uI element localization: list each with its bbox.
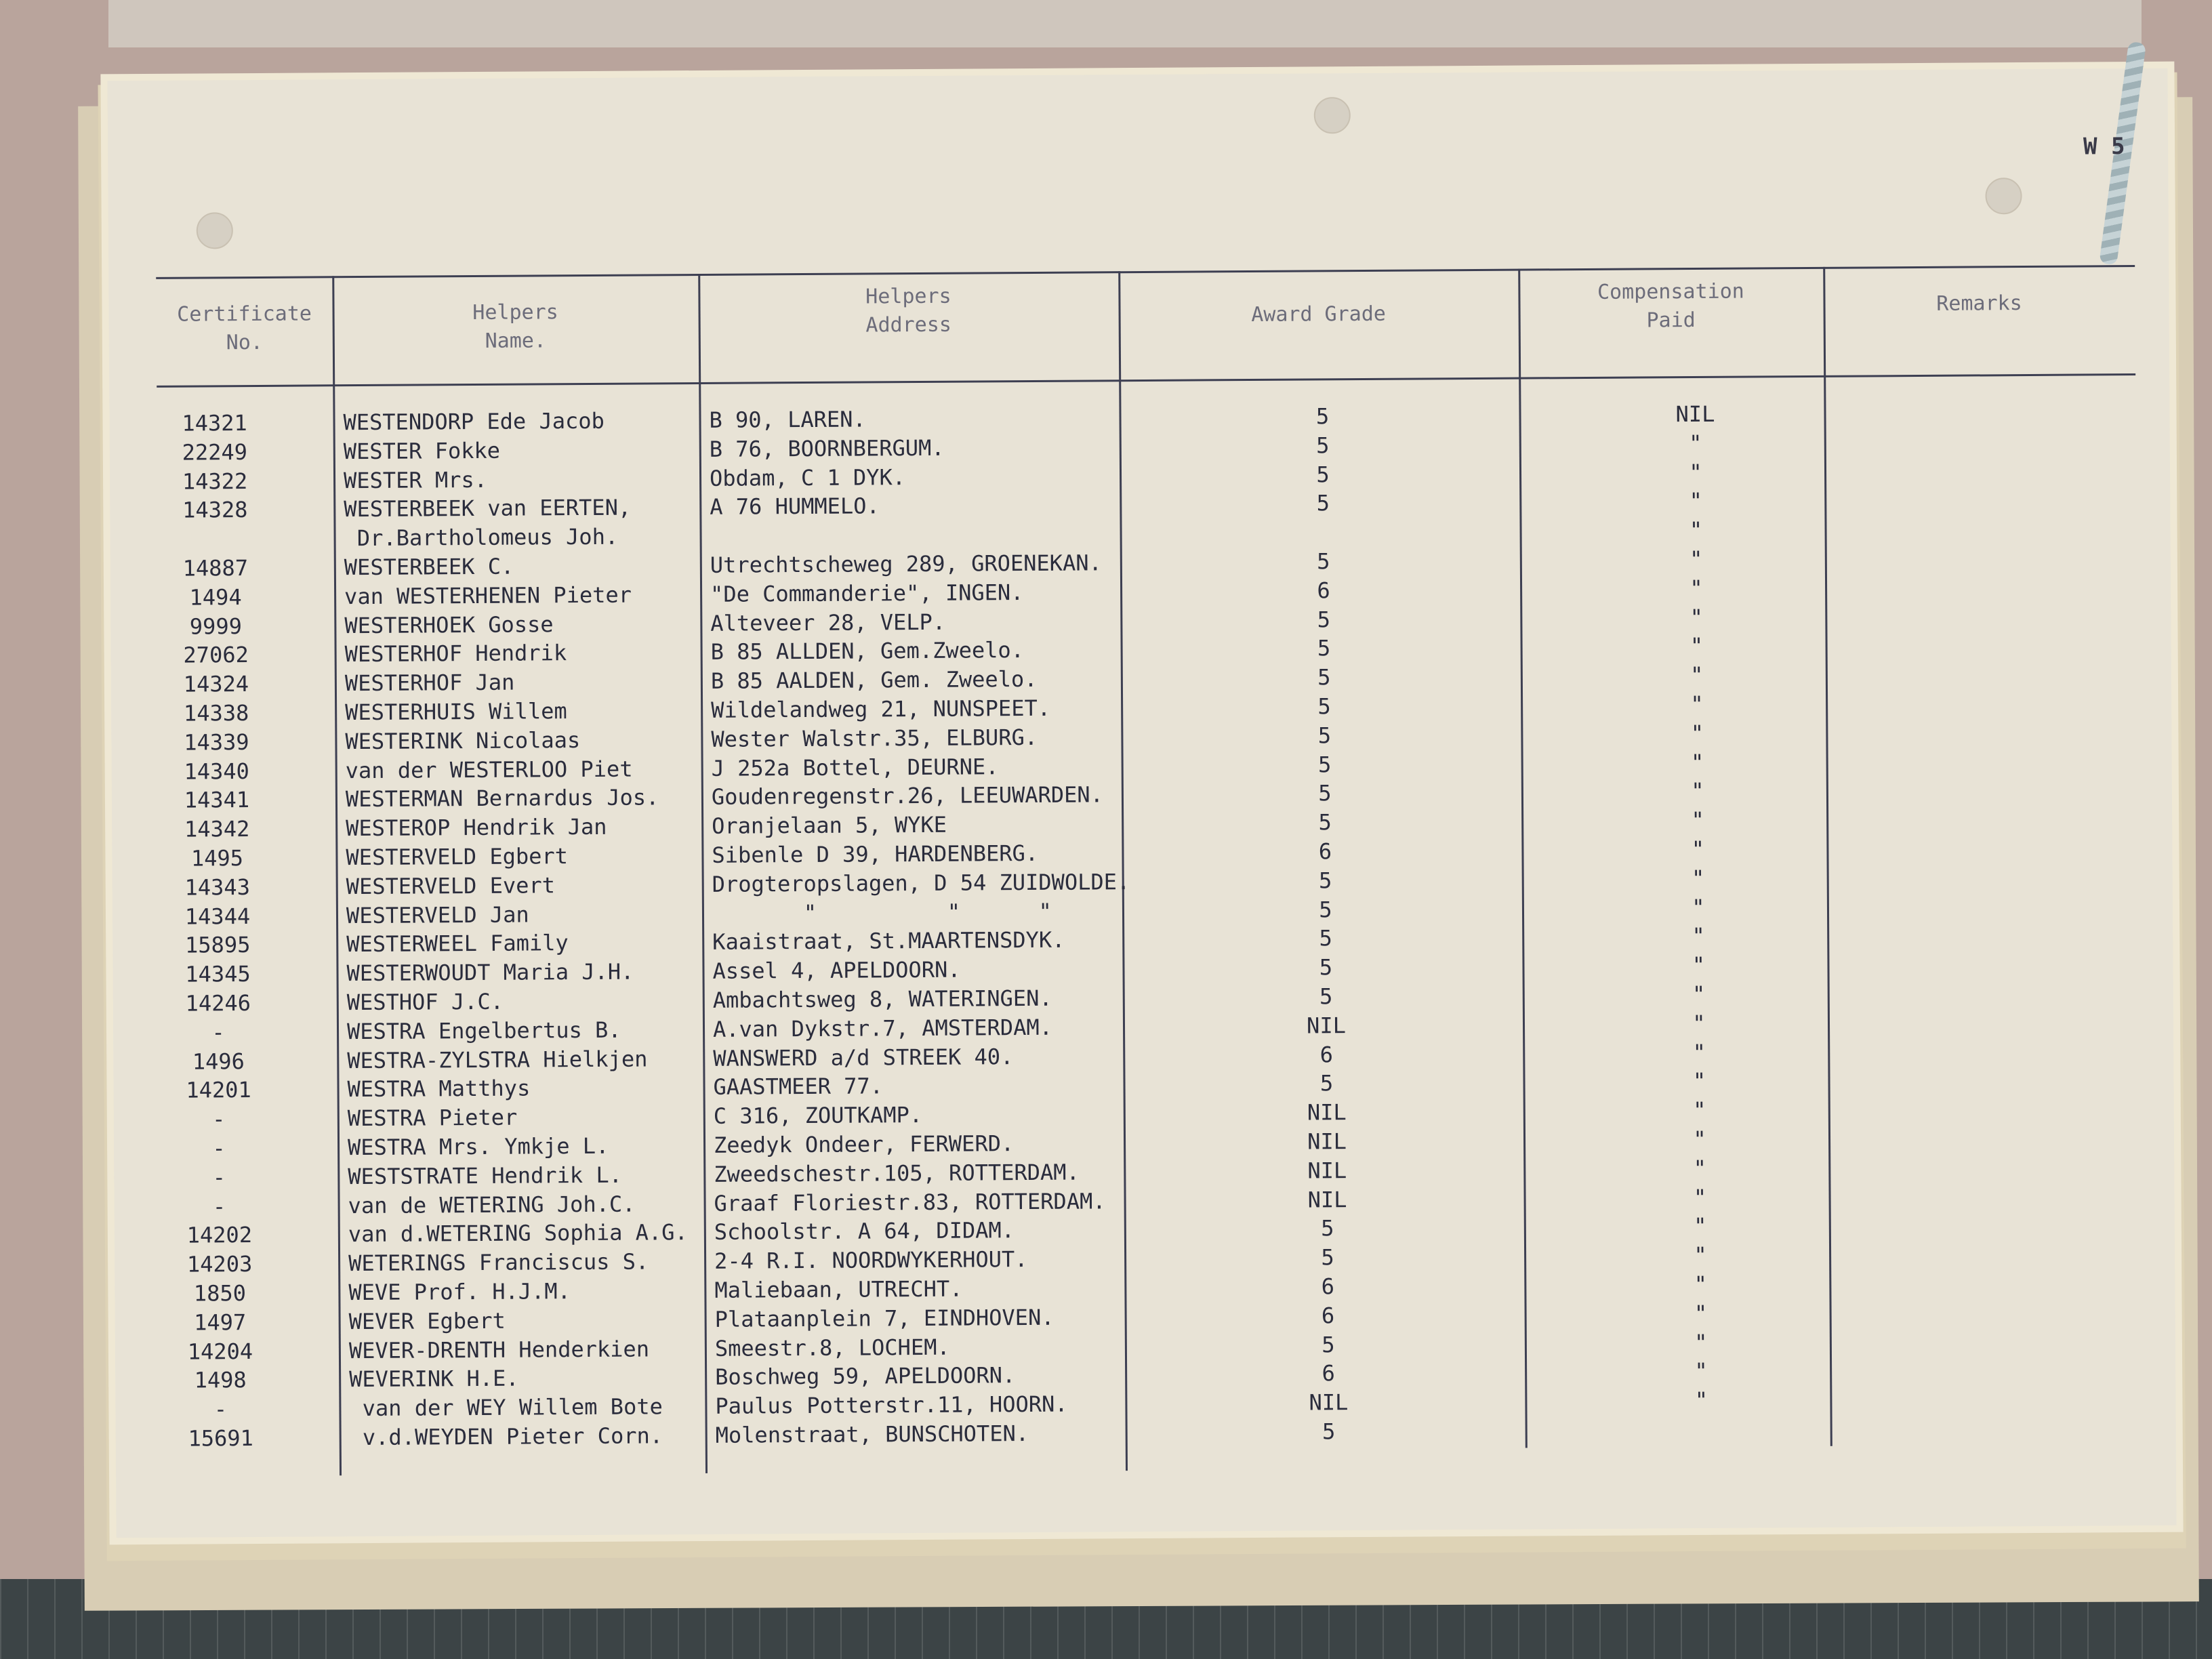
award-grade: 6 — [1321, 1273, 1335, 1300]
helper-name: WESTERVELD Evert — [346, 872, 556, 899]
award-grade: 5 — [1317, 722, 1332, 749]
compensation-paid: " — [1694, 1300, 1708, 1326]
helper-name: WESTRA Pieter — [347, 1104, 518, 1132]
compensation-paid: " — [1692, 894, 1705, 920]
helper-name: WESTRA-ZYLSTRA Hielkjen — [347, 1046, 648, 1073]
award-grade: 5 — [1318, 867, 1332, 894]
compensation-paid: " — [1692, 981, 1706, 1008]
award-grade: 5 — [1322, 1418, 1336, 1445]
compensation-paid: " — [1694, 1387, 1708, 1414]
helper-address: J 252a Bottel, DEURNE. — [711, 753, 999, 781]
helper-name: van de WETERING Joh.C. — [348, 1191, 636, 1218]
certificate-number: 14324 — [183, 671, 249, 697]
helper-name: WESTERWEEL Family — [346, 930, 569, 958]
compensation-paid: " — [1692, 952, 1706, 979]
helper-name: WESTERHOEK Gosse — [344, 611, 554, 638]
certificate-number: 15691 — [188, 1425, 253, 1452]
helper-address: Zeedyk Ondeer, FERWERD. — [713, 1130, 1015, 1158]
award-grade: 5 — [1318, 809, 1332, 836]
award-grade: 5 — [1316, 490, 1330, 516]
compensation-paid: " — [1689, 546, 1703, 573]
helper-name: WESTRA Matthys — [347, 1075, 531, 1103]
helper-address: Zweedschestr.105, ROTTERDAM. — [714, 1159, 1080, 1187]
certificate-number: 14343 — [184, 874, 251, 901]
certificate-number: 9999 — [189, 613, 243, 640]
helper-name: WEVE Prof. H.J.M. — [348, 1278, 571, 1306]
helper-name: WESTERVELD Egbert — [346, 843, 569, 871]
helper-address: Smeestr.8, LOCHEM. — [714, 1334, 950, 1361]
certificate-number: 14322 — [182, 468, 248, 495]
certificate-number: 1496 — [192, 1048, 245, 1075]
header-bottom-rule — [157, 373, 2135, 388]
certificate-number: - — [212, 1193, 226, 1219]
punch-hole-right — [1985, 178, 2022, 214]
helper-address: "De Commanderie", INGEN. — [710, 579, 1024, 607]
compensation-paid: " — [1694, 1329, 1708, 1355]
compensation-paid: " — [1693, 1126, 1706, 1153]
helper-address: Ambachtsweg 8, WATERINGEN. — [712, 985, 1052, 1013]
certificate-number: - — [211, 1019, 225, 1046]
award-grade: 5 — [1322, 1331, 1335, 1357]
helper-address: B 90, LAREN. — [709, 406, 866, 433]
compensation-paid: " — [1689, 633, 1704, 659]
award-grade: NIL — [1306, 1012, 1347, 1039]
helper-name: WESTENDORP Ede Jacob — [343, 407, 605, 436]
helper-name: Dr.Bartholomeus Joh. — [344, 523, 619, 552]
compensation-paid: " — [1691, 807, 1704, 834]
compensation-paid: " — [1694, 1358, 1708, 1385]
header-certificate: Certificate No. — [177, 302, 312, 355]
compensation-paid: NIL — [1675, 401, 1715, 428]
compensation-paid: " — [1691, 836, 1705, 863]
helper-name: WESTHOF J.C. — [346, 988, 504, 1016]
helper-name: WESTERHOF Jan — [344, 669, 515, 697]
helper-address: Schoolstr. A 64, DIDAM. — [714, 1217, 1015, 1246]
header-award-grade: Award Grade — [1251, 302, 1387, 327]
award-grade: NIL — [1307, 1128, 1347, 1155]
helper-name: WESTERWOUDT Maria J.H. — [346, 958, 634, 987]
compensation-paid: " — [1689, 575, 1703, 601]
certificate-number: 1850 — [193, 1280, 247, 1307]
certificate-number: 15895 — [184, 932, 251, 959]
compensation-paid: " — [1689, 430, 1702, 456]
helper-address: B 76, BOORNBERGUM. — [709, 434, 945, 462]
award-grade: NIL — [1309, 1389, 1349, 1416]
certificate-number: 14328 — [182, 497, 248, 524]
certificate-number: 14246 — [185, 990, 251, 1017]
award-grade: 5 — [1321, 1215, 1334, 1242]
award-grade: 5 — [1319, 925, 1332, 951]
helper-address: Maliebaan, UTRECHT. — [714, 1275, 963, 1303]
compensation-paid: " — [1694, 1213, 1707, 1240]
award-grade: 5 — [1319, 896, 1332, 922]
helper-address: Wester Walstr.35, ELBURG. — [711, 724, 1038, 752]
award-grade: NIL — [1307, 1099, 1347, 1126]
header-compensation-paid: Compensation Paid — [1597, 279, 1744, 333]
helper-address: Drogteropslagen, D 54 ZUIDWOLDE. — [712, 868, 1130, 897]
award-grade: 5 — [1317, 664, 1331, 691]
compensation-paid: " — [1693, 1184, 1707, 1210]
helper-name: WESTRA Engelbertus B. — [346, 1017, 621, 1044]
award-grade: NIL — [1307, 1157, 1347, 1184]
award-grade: 5 — [1319, 954, 1333, 981]
helper-address: Paulus Potterstr.11, HOORN. — [715, 1391, 1068, 1420]
certificate-number: 14201 — [186, 1077, 251, 1104]
compensation-paid: " — [1689, 459, 1702, 485]
award-grade: 6 — [1318, 838, 1332, 865]
certificate-number: 1497 — [194, 1309, 247, 1336]
helper-name: WESTSTRATE Hendrik L. — [348, 1162, 623, 1189]
helper-address: A 76 HUMMELO. — [710, 493, 880, 520]
award-grade: 5 — [1317, 606, 1331, 633]
award-grade: 6 — [1317, 577, 1330, 604]
certificate-number: 1495 — [190, 845, 244, 872]
punch-hole-top — [1314, 97, 1351, 134]
helper-name: WESTRA Mrs. Ymkje L. — [347, 1132, 609, 1161]
certificate-number: 14339 — [184, 729, 249, 756]
helper-name: WESTER Fokke — [343, 437, 501, 464]
header-remarks: Remarks — [1936, 291, 2022, 316]
compensation-paid: " — [1692, 1039, 1706, 1065]
certificate-number: 14342 — [184, 816, 250, 842]
helper-address: Assel 4, APELDOORN. — [712, 956, 961, 985]
compensation-paid: " — [1692, 923, 1705, 949]
helper-name: van WESTERHENEN Pieter — [344, 581, 632, 609]
compensation-paid: " — [1693, 1097, 1706, 1124]
helper-address: Graaf Floriestr.83, ROTTERDAM. — [714, 1187, 1106, 1216]
compensation-paid: " — [1693, 1155, 1707, 1181]
helper-name: WESTERHUIS Willem — [345, 698, 567, 726]
helper-address: B 85 AALDEN, Gem. Zweelo. — [710, 666, 1038, 695]
helper-name: WESTERBEEK C. — [344, 553, 514, 581]
award-grade: 6 — [1321, 1303, 1335, 1329]
helper-address: Goudenregenstr.26, LEEUWARDEN. — [711, 781, 1104, 811]
award-grade: 5 — [1316, 461, 1330, 488]
compensation-paid: " — [1689, 604, 1704, 630]
compensation-paid: " — [1689, 517, 1703, 544]
punch-hole-left — [197, 212, 233, 249]
award-grade: 5 — [1317, 693, 1331, 720]
compensation-paid: " — [1694, 1271, 1708, 1298]
helper-name: WESTERMAN Bernardus Jos. — [345, 784, 659, 813]
compensation-paid: " — [1690, 720, 1704, 746]
award-grade: 6 — [1319, 1041, 1334, 1067]
helper-address: Obdam, C 1 DYK. — [709, 464, 906, 491]
certificate-number: 14341 — [184, 787, 250, 814]
compensation-paid: " — [1691, 865, 1705, 891]
helper-name: WETERINGS Franciscus S. — [348, 1248, 649, 1277]
award-grade: 5 — [1315, 403, 1330, 430]
helper-address: Utrechtscheweg 289, GROENEKAN. — [710, 550, 1102, 578]
compensation-paid: " — [1692, 1010, 1706, 1036]
certificate-number: 27062 — [183, 642, 249, 669]
helper-address: A.van Dykstr.7, AMSTERDAM. — [712, 1014, 1053, 1042]
header-top-rule — [156, 265, 2135, 279]
compensation-paid: " — [1690, 662, 1704, 689]
helper-address: " " " — [712, 898, 1052, 926]
helper-address: 2-4 R.I. NOORDWYKERHOUT. — [714, 1246, 1028, 1275]
helper-name: van der WEY Willem Bote — [349, 1393, 663, 1422]
helper-name: WEVER-DRENTH Henderkien — [348, 1336, 650, 1364]
award-grade: 5 — [1318, 780, 1332, 806]
helper-address: B 85 ALLDEN, Gem.Zweelo. — [710, 637, 1025, 665]
page-number: W 5 — [2083, 133, 2125, 161]
record-sheet — [107, 68, 2176, 1538]
compensation-paid: " — [1689, 488, 1703, 514]
award-grade: 6 — [1322, 1360, 1335, 1387]
compensation-paid: " — [1690, 749, 1704, 775]
helper-address: Oranjelaan 5, WYKE — [712, 811, 947, 840]
certificate-number: - — [212, 1135, 226, 1162]
helper-name: WESTERHOF Hendrik — [344, 640, 567, 668]
certificate-number: - — [212, 1164, 226, 1191]
compensation-paid: " — [1690, 691, 1704, 718]
certificate-number: - — [212, 1106, 226, 1132]
helper-name: WEVER Egbert — [348, 1307, 506, 1334]
award-grade: 5 — [1317, 751, 1332, 778]
helper-address: WANSWERD a/d STREEK 40. — [713, 1043, 1014, 1071]
helper-name: WEVERINK H.E. — [349, 1366, 519, 1393]
helper-name: van der WESTERLOO Piet — [345, 756, 633, 783]
helper-address: C 316, ZOUTKAMP. — [713, 1102, 923, 1130]
helper-address: Sibenle D 39, HARDENBERG. — [712, 840, 1039, 868]
helper-address: Plataanplein 7, EINDHOVEN. — [714, 1304, 1054, 1332]
helper-address: Alteveer 28, VELP. — [710, 609, 946, 636]
certificate-number: 14345 — [185, 961, 251, 987]
underlying-sheet — [108, 0, 2142, 47]
certificate-number: - — [213, 1396, 228, 1422]
helper-name: WESTER Mrs. — [343, 466, 488, 493]
helper-address: Boschweg 59, APELDOORN. — [715, 1362, 1016, 1391]
award-grade: 5 — [1316, 432, 1330, 459]
compensation-paid: " — [1691, 778, 1704, 804]
helper-address: Wildelandweg 21, NUNSPEET. — [711, 695, 1051, 723]
helper-name: WESTEROP Hendrik Jan — [346, 814, 607, 842]
certificate-number: 14204 — [187, 1338, 253, 1365]
helper-name: van d.WETERING Sophia A.G. — [348, 1219, 688, 1248]
helper-name: v.d.WEYDEN Pieter Corn. — [349, 1422, 663, 1451]
certificate-number: 14202 — [186, 1222, 253, 1249]
compensation-paid: " — [1694, 1242, 1707, 1269]
certificate-number: 1498 — [194, 1367, 247, 1393]
certificate-number: 14340 — [184, 758, 249, 785]
helper-address: GAASTMEER 77. — [713, 1073, 884, 1101]
header-name: Helpers Name. — [472, 300, 558, 353]
award-grade: 5 — [1317, 548, 1330, 575]
award-grade: 5 — [1317, 635, 1331, 661]
award-grade: 5 — [1321, 1244, 1334, 1271]
award-grade: 5 — [1319, 1070, 1334, 1097]
helper-name: WESTERBEEK van EERTEN, — [344, 494, 632, 523]
certificate-number: 14344 — [184, 903, 251, 930]
award-grade: NIL — [1307, 1186, 1347, 1213]
helper-address: Kaaistraat, St.MAARTENSDYK. — [712, 927, 1065, 956]
certificate-number: 14338 — [183, 700, 249, 726]
award-grade: 5 — [1319, 983, 1333, 1010]
helper-name: WESTERINK Nicolaas — [345, 726, 581, 754]
helper-name: WESTERVELD Jan — [346, 901, 529, 928]
certificate-number: 14887 — [182, 555, 249, 581]
certificate-number: 22249 — [182, 438, 248, 466]
certificate-number: 14203 — [186, 1251, 253, 1277]
certificate-number: 14321 — [182, 410, 247, 436]
helper-address: Molenstraat, BUNSCHOTEN. — [715, 1420, 1029, 1448]
certificate-number: 1494 — [189, 583, 242, 611]
compensation-paid: " — [1692, 1068, 1706, 1094]
header-address: Helpers Address — [865, 284, 952, 337]
